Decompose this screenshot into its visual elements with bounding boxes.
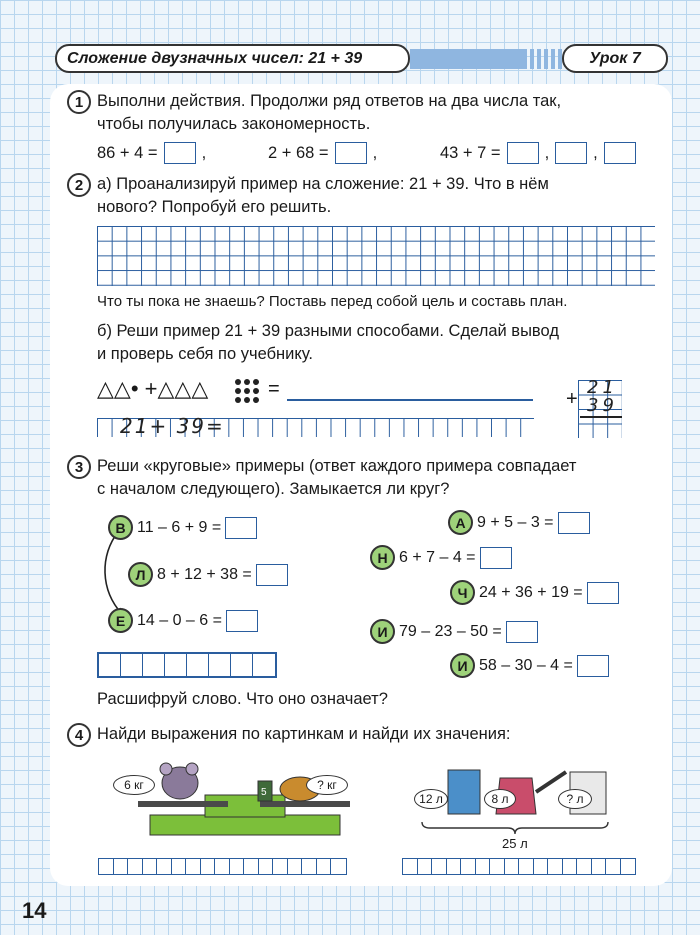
total-volume: 25 л [502,836,528,851]
decode-word-cells[interactable] [97,652,277,678]
answer-box[interactable] [256,564,288,586]
task-1-number: 1 [67,90,91,114]
column-top-number: 21 [587,377,618,398]
answer-box[interactable] [507,142,539,164]
comma: , [544,144,550,162]
task-3-line1: Реши «круговые» примеры (ответ каждого примера совпадает [97,457,577,475]
task-1-text-line1: Выполни действия. Продолжи ряд ответов на два числа так, [97,92,562,110]
task-2a-line2: нового? Попробуй его решить. [97,198,332,216]
answer-box[interactable] [577,655,609,677]
circle-example-e [108,608,258,633]
task-1-expression-2 [268,142,377,164]
answer-box[interactable] [164,142,196,164]
answer-box[interactable] [225,517,257,539]
answer-box[interactable] [226,610,258,632]
scale-answer-strip[interactable] [98,858,347,875]
letter-badge: И [370,619,395,644]
expr-text: 11 – 6 + 9 = [137,518,222,536]
column-line [580,416,622,418]
task-2b-line1: б) Реши пример 21 + 39 разными способами. Сделай вывод [97,322,559,340]
answer-box[interactable] [335,142,367,164]
circle-example-l [128,562,288,587]
expr-text: 79 – 23 – 50 = [399,622,502,640]
task-1-expression-1 [97,142,206,164]
task-3-line2: с началом следующего). Замыкается ли круг? [97,480,450,498]
answer-box[interactable] [506,621,538,643]
task-1-expression-3 [440,142,636,164]
expr-text: 24 + 36 + 19 = [479,583,583,601]
circle-example-ch [450,580,619,605]
answer-box[interactable] [555,142,587,164]
expr-text: 58 – 30 – 4 = [479,656,573,674]
hedgehog-weight-bubble: ? кг [306,775,348,795]
task-4-number: 4 [67,723,91,747]
shapes-equals: = [268,378,280,400]
letter-badge: Ч [450,580,475,605]
lesson-number: Урок 7 [562,44,668,73]
can2-volume-bubble: 8 л [484,789,516,809]
letter-badge: Л [128,562,153,587]
expr-text: 8 + 12 + 38 = [157,565,252,583]
task-3-decode: Расшифруй слово. Что оно означает? [97,690,388,708]
letter-badge: А [448,510,473,535]
can1-volume-bubble: 12 л [414,789,448,809]
answer-line[interactable] [287,399,533,401]
comma: , [372,144,378,162]
scale-illustration [110,755,360,855]
answer-box[interactable] [480,547,512,569]
task-2b-line2: и проверь себя по учебнику. [97,345,313,363]
brace-icon [420,820,610,836]
circle-example-v [108,515,257,540]
expr-text: 14 – 0 – 6 = [137,611,222,629]
task-2-question: Что ты пока не знаешь? Поставь перед собой цель и составь план. [97,293,568,310]
can3-volume-bubble: ? л [558,789,592,809]
handwritten-example: 21+ 39= [120,414,225,438]
task-2a-line1: а) Проанализируй пример на сложение: 21 + 39. Что в нём [97,175,549,193]
comma: , [593,144,598,162]
task-1-text-line2: чтобы получилась закономерность. [97,115,371,133]
expr-text: 86 + 4 = [97,144,158,162]
answer-box[interactable] [604,142,636,164]
shapes-expression: △△• +△△△ [97,376,209,401]
letter-badge: Н [370,545,395,570]
expr-text: 43 + 7 = [440,144,501,162]
circle-example-n [370,545,512,570]
comma: , [201,144,207,162]
answer-box[interactable] [558,512,590,534]
expr-text: 2 + 68 = [268,144,329,162]
cans-illustration [440,758,620,820]
jar-label: 5 [261,787,267,798]
column-bottom-number: 39 [587,395,618,416]
letter-badge: Е [108,608,133,633]
cans-answer-strip[interactable] [402,858,636,875]
task-4-text: Найди выражения по картинкам и найди их значения: [97,725,511,743]
answer-box[interactable] [587,582,619,604]
task-2-number: 2 [67,173,91,197]
answer-grid[interactable] [97,226,655,286]
column-plus: + [566,388,578,410]
header-stripes [410,49,562,69]
circle-example-i2 [450,653,609,678]
circle-example-i1 [370,619,538,644]
page-number: 14 [22,898,47,923]
task-3-number: 3 [67,455,91,479]
dots-nine-icon [234,378,260,404]
letter-badge: И [450,653,475,678]
letter-badge: В [108,515,133,540]
lesson-title: Сложение двузначных чисел: 21 + 39 [55,44,410,73]
mouse-weight-bubble: 6 кг [113,775,155,795]
expr-text: 9 + 5 – 3 = [477,513,554,531]
circle-example-a [448,510,590,535]
expr-text: 6 + 7 – 4 = [399,548,476,566]
